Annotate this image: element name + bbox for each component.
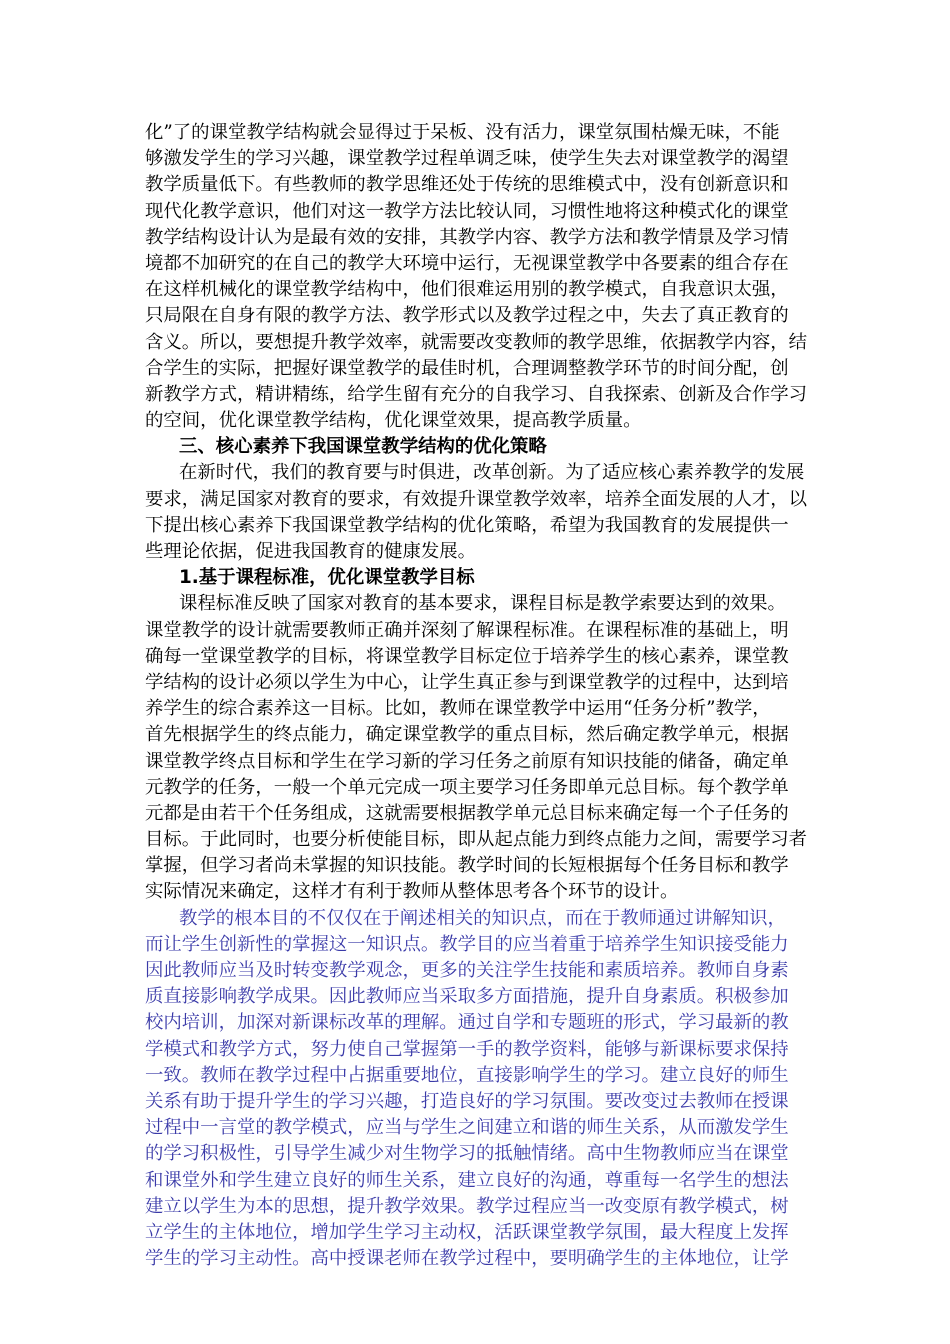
text-line: 建立以学生为本的思想，提升教学效果。教学过程应当一改变原有教学模式，树 [145,1195,789,1217]
text-line: 些理论依据，促进我国教育的健康发展。 [145,541,477,562]
text-line: 新教学方式，精讲精练，给学生留有充分的自我学习、自我探索、创新及合作学习 [145,383,808,405]
text-line: 只局限在自身有限的教学方法、教学形式以及教学过程之中，失去了真正教育的 [145,305,789,327]
text-line: 校内培训，加深对新课标改革的理解。通过自学和专题班的形式，学习最新的教 [145,1012,789,1034]
text-line: 首先根据学生的终点能力，确定课堂教学的重点目标，然后确定教学单元，根据 [145,724,789,746]
text-line: 过程中一言堂的教学模式，应当与学生之间建立和谐的师生关系，从而激发学生 [145,1117,789,1139]
paragraph-teaching-purpose [145,906,810,1273]
text-line: 要求，满足国家对教育的要求，有效提升课堂教学效率，培养全面发展的人才，以 [145,488,808,510]
paragraph-course-standard [145,591,810,905]
text-line: 立学生的主体地位，增加学生学习主动权，活跃课堂教学氛围，最大程度上发挥 [145,1221,789,1243]
text-line: 课堂教学的设计就需要教师正确并深刻了解课程标准。在课程标准的基础上，明 [145,619,789,641]
text-line: 在这样机械化的课堂教学结构中，他们很难运用别的教学模式，自我意识太强， [145,279,789,301]
text-line: 课堂教学终点目标和学生在学习新的学习任务之前原有知识技能的储备，确定单 [145,750,789,772]
paragraph-intro [145,460,810,565]
paragraph-continuation [145,120,810,434]
text-line: 课程标准反映了国家对教育的基本要求，课程目标是教学索要达到的效果。 [179,593,786,615]
text-line: 养学生的综合素养这一目标。比如，教师在课堂教学中运用“任务分析”教学， [145,698,771,720]
text-line: 关系有助于提升学生的学习兴趣，打造良好的学习氛围。要改变过去教师在授课 [145,1090,789,1112]
text-line: 在新时代，我们的教育要与时俱进，改革创新。为了适应核心素养教学的发展 [179,462,805,484]
text-line: 够激发学生的学习兴趣，课堂教学过程单调乏味，使学生失去对课堂教学的渴望 [145,148,789,170]
text-line: 确每一堂课堂教学的目标，将课堂教学目标定位于培养学生的核心素养，课堂教 [145,645,789,667]
text-line: 的学习积极性，引导学生减少对生物学习的抵触情绪。高中生物教师应当在课堂 [145,1143,789,1165]
section-heading [145,434,810,460]
text-line: 学生的学习主动性。高中授课老师在教学过程中，要明确学生的主体地位，让学 [145,1248,789,1270]
subsection-heading [145,565,810,591]
text-line: 教学结构设计认为是最有效的安排，其教学内容、教学方法和教学情景及学习情 [145,226,789,248]
text-line: 掌握，但学习者尚未掌握的知识技能。教学时间的长短根据每个任务目标和教学 [145,855,789,877]
subsection-heading-text: 1.基于课程标准，优化课堂教学目标 [179,567,475,589]
text-line: 学结构的设计必须以学生为中心，让学生真正参与到课堂教学的过程中，达到培 [145,671,789,693]
text-line: 的空间，优化课堂教学结构，优化课堂效果，提高教学质量。 [145,410,642,432]
document-page [145,120,810,1272]
text-line: 实际情况来确定，这样才有利于教师从整体思考各个环节的设计。 [145,881,679,903]
section-heading-text: 三、核心素养下我国课堂教学结构的优化策略 [179,436,547,458]
text-line: 教学质量低下。有些教师的教学思维还处于传统的思维模式中，没有创新意识和 [145,174,789,196]
text-line: 含义。所以，要想提升教学效率，就需要改变教师的教学思维，依据教学内容，结 [145,331,808,353]
text-line: 和课堂外和学生建立良好的师生关系，建立良好的沟通，尊重每一名学生的想法 [145,1169,789,1191]
text-line: 一致。教师在教学过程中占据重要地位，直接影响学生的学习。建立良好的师生 [145,1064,789,1086]
text-line: 因此教师应当及时转变教学观念，更多的关注学生技能和素质培养。教师自身素 [145,960,789,981]
text-line: 学模式和教学方式，努力使自己掌握第一手的教学资料，能够与新课标要求保持 [145,1038,789,1060]
text-line: 目标。于此同时，也要分析使能目标，即从起点能力到终点能力之间，需要学习者 [145,829,808,851]
text-line: 化”了的课堂教学结构就会显得过于呆板、没有活力，课堂氛围枯燥无味，不能 [145,122,780,143]
text-line: 境都不加研究的在自己的教学大环境中运行，无视课堂教学中各要素的组合存在 [145,252,789,274]
text-line: 现代化教学意识，他们对这一教学方法比较认同，习惯性地将这种模式化的课堂 [145,200,789,222]
text-line: 合学生的实际，把握好课堂教学的最佳时机，合理调整教学环节的时间分配，创 [145,357,789,379]
text-line: 而让学生创新性的掌握这一知识点。教学目的应当着重于培养学生知识接受能力 [145,933,789,955]
text-line: 教学的根本目的不仅仅在于阐述相关的知识点，而在于教师通过讲解知识， [179,907,786,929]
text-line: 元教学的任务，一般一个单元完成一项主要学习任务即单元总目标。每个教学单 [145,776,789,798]
text-line: 元都是由若干个任务组成，这就需要根据教学单元总目标来确定每一个子任务的 [145,802,789,824]
text-line: 下提出核心素养下我国课堂教学结构的优化策略，希望为我国教育的发展提供一 [145,514,789,536]
text-line: 质直接影响教学成果。因此教师应当采取多方面措施，提升自身素质。积极参加 [145,986,789,1008]
